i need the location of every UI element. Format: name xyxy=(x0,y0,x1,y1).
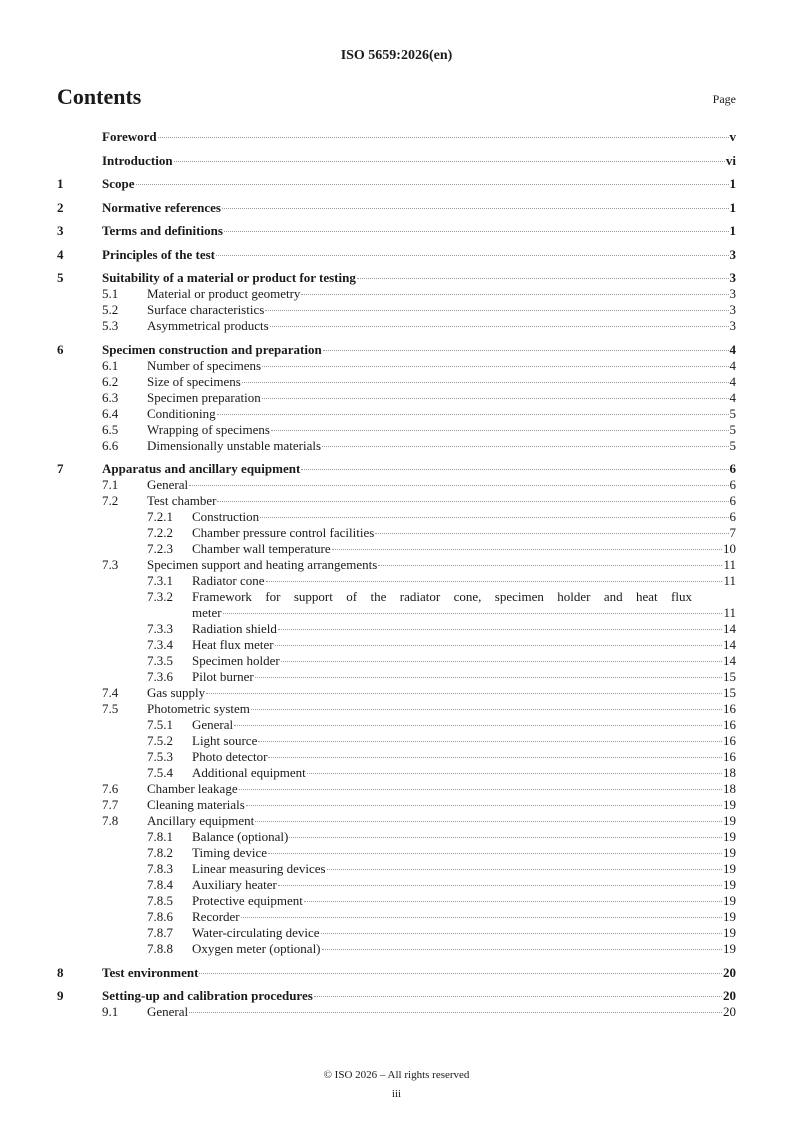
dot-leader xyxy=(271,430,729,431)
dot-leader xyxy=(222,208,729,209)
toc-entry[interactable] xyxy=(57,749,736,765)
dot-leader xyxy=(189,485,728,486)
toc-entry-title[interactable]: Size of specimens xyxy=(147,373,241,389)
dot-leader xyxy=(216,255,728,256)
toc-entry-title[interactable]: Auxiliary heater xyxy=(192,877,277,892)
toc-entry[interactable] xyxy=(57,829,736,845)
toc-entry-number: 7.5 xyxy=(102,701,119,716)
toc-entry[interactable] xyxy=(57,557,736,573)
copyright-notice: © ISO 2026 – All rights reserved xyxy=(323,1069,470,1081)
toc-entry[interactable] xyxy=(57,965,736,981)
toc-entry-title[interactable]: Additional equipment xyxy=(192,765,306,780)
toc-entry[interactable] xyxy=(57,573,736,589)
toc-entry-page[interactable]: 14 xyxy=(723,621,736,636)
toc-entry-number: 7.3 xyxy=(102,557,119,572)
dot-leader xyxy=(304,901,722,902)
toc-entry-title[interactable]: Test environment xyxy=(102,964,199,980)
dot-leader xyxy=(217,501,728,502)
toc-entry-title[interactable]: Recorder xyxy=(192,909,240,924)
toc-entry-page[interactable]: 18 xyxy=(723,765,736,780)
toc-entry-number: 7.8.4 xyxy=(147,877,173,892)
toc-entry-page[interactable]: 1 xyxy=(729,223,736,238)
dot-leader xyxy=(270,326,729,327)
dot-leader xyxy=(206,693,722,694)
toc-entry-number: 7.3.6 xyxy=(147,669,173,684)
toc-entry[interactable] xyxy=(57,247,736,263)
dot-leader xyxy=(251,709,722,710)
toc-entry-title[interactable]: General xyxy=(147,1004,189,1019)
toc-entry-number: 7.3.5 xyxy=(147,653,173,668)
toc-entry-title[interactable]: Normative references xyxy=(102,199,221,215)
toc-entry-page[interactable]: 5 xyxy=(729,421,736,437)
toc-entry[interactable] xyxy=(57,893,736,909)
toc-entry-number: 7.5.4 xyxy=(147,765,173,780)
dot-leader xyxy=(258,741,722,742)
toc-entry-page[interactable]: 4 xyxy=(729,389,736,405)
toc-entry-page[interactable]: 6 xyxy=(729,477,736,492)
toc-entry-page[interactable]: 3 xyxy=(729,302,736,317)
toc-entry[interactable] xyxy=(57,509,736,525)
toc-entry-page[interactable]: 11 xyxy=(723,557,736,572)
dot-leader xyxy=(262,366,728,367)
toc-entry-title[interactable]: Specimen support and heating arrangements xyxy=(147,557,378,572)
page-title: Contents xyxy=(57,84,142,109)
toc-entry-page[interactable]: 1 xyxy=(729,176,736,191)
toc-entry[interactable] xyxy=(57,302,736,318)
dot-leader xyxy=(322,949,722,950)
toc-entry-number: 7.8.3 xyxy=(147,861,173,876)
dot-leader xyxy=(223,613,723,614)
toc-entry[interactable] xyxy=(57,461,736,477)
dot-leader xyxy=(241,917,722,918)
dot-leader xyxy=(307,773,722,774)
dot-leader xyxy=(278,629,722,630)
toc-entry-page[interactable]: v xyxy=(729,129,736,144)
toc-entry-number: 7.8.2 xyxy=(147,845,173,860)
toc-entry-page[interactable]: 19 xyxy=(723,829,736,844)
toc-entry[interactable] xyxy=(57,621,736,637)
toc-entry-title[interactable]: Ancillary equipment xyxy=(147,813,255,828)
dot-leader xyxy=(265,310,728,311)
toc-entry-title[interactable]: Foreword xyxy=(102,129,157,144)
toc-entry-title[interactable]: meter xyxy=(192,605,222,620)
dot-leader xyxy=(217,414,729,415)
document-header: ISO 5659:2026(en) xyxy=(340,48,453,63)
toc-entry-number: 7.8.5 xyxy=(147,893,173,908)
toc-entry-page[interactable]: 6 xyxy=(729,493,736,508)
dot-leader xyxy=(357,278,729,279)
toc-entry-number: 7.2.2 xyxy=(147,525,173,540)
dot-leader xyxy=(323,350,729,351)
toc-entry-title[interactable]: Photometric system xyxy=(147,701,250,716)
dot-leader xyxy=(234,725,722,726)
toc-entry-title[interactable]: Asymmetrical products xyxy=(147,318,269,333)
toc-entry[interactable] xyxy=(57,909,736,925)
toc-entry-title[interactable]: Timing device xyxy=(192,845,267,860)
toc-entry[interactable] xyxy=(57,176,736,192)
dot-leader xyxy=(255,677,722,678)
page-number: iii xyxy=(391,1088,402,1100)
toc-entry[interactable] xyxy=(57,653,736,669)
toc-entry-number: 7.2.3 xyxy=(147,541,173,556)
toc-entry[interactable] xyxy=(57,781,736,797)
toc-entry-title[interactable]: Surface characteristics xyxy=(147,302,265,317)
toc-entry-page[interactable]: 20 xyxy=(723,988,736,1003)
toc-entry[interactable] xyxy=(57,129,736,145)
dot-leader xyxy=(332,549,722,550)
toc-entry-page[interactable]: 5 xyxy=(729,405,736,421)
toc-entry-title[interactable]: Heat flux meter xyxy=(192,637,274,652)
toc-entry-page[interactable]: 6 xyxy=(729,509,736,524)
toc-entry-page[interactable]: 4 xyxy=(729,341,736,357)
toc-entry-title[interactable]: Material or product geometry xyxy=(147,286,301,301)
toc-entry-title[interactable]: Conditioning xyxy=(147,405,216,421)
toc-entry-number: 5.1 xyxy=(102,286,119,301)
toc-entry-title[interactable]: Principles of the test xyxy=(102,246,216,262)
dot-leader xyxy=(268,757,722,758)
toc-entry-title[interactable]: Radiation shield xyxy=(192,621,277,636)
toc-entry-title[interactable]: Test chamber xyxy=(147,493,217,508)
dot-leader xyxy=(199,973,722,974)
dot-leader xyxy=(322,446,728,447)
toc-entry-number: 7.3.4 xyxy=(147,637,173,652)
toc-entry-number: 6.1 xyxy=(102,357,119,373)
dot-leader xyxy=(136,184,729,185)
toc-entry-number: 5.3 xyxy=(102,318,119,333)
toc-entry[interactable] xyxy=(57,422,736,438)
dot-leader xyxy=(255,821,722,822)
toc-entry-page[interactable]: 19 xyxy=(723,861,736,876)
dot-leader xyxy=(289,837,722,838)
toc-entry-number: 6.6 xyxy=(102,437,119,453)
toc-entry-page[interactable]: 11 xyxy=(723,573,736,588)
toc-entry-title[interactable]: Radiator cone xyxy=(192,573,265,588)
toc-entry-number: 7.3.2 xyxy=(147,589,173,604)
toc-entry-number: 5.2 xyxy=(102,302,119,317)
dot-leader xyxy=(375,533,728,534)
dot-leader xyxy=(266,581,723,582)
toc-entry-number: 6.3 xyxy=(102,389,119,405)
toc-entry-page[interactable]: 11 xyxy=(723,605,736,620)
toc-entry-number: 8 xyxy=(57,964,64,980)
toc-entry-number: 7.3.3 xyxy=(147,621,173,636)
toc-entry[interactable] xyxy=(57,390,736,406)
toc-entry-title[interactable]: Oxygen meter (optional) xyxy=(192,941,321,956)
toc-entry-page[interactable]: 14 xyxy=(723,653,736,668)
toc-entry[interactable] xyxy=(57,493,736,509)
toc-entry-page[interactable]: 19 xyxy=(723,941,736,956)
toc-entry[interactable] xyxy=(57,669,736,685)
toc-entry[interactable] xyxy=(57,406,736,422)
toc-entry-title[interactable]: Suitability of a material or product for testing xyxy=(102,270,356,285)
toc-entry-title[interactable]: Chamber leakage xyxy=(147,781,238,796)
toc-entry[interactable] xyxy=(57,941,736,957)
toc-entry-page[interactable]: 16 xyxy=(723,717,736,732)
toc-entry-title[interactable]: General xyxy=(192,717,234,732)
toc-entry-page[interactable]: 15 xyxy=(723,669,736,684)
toc-entry[interactable] xyxy=(57,153,736,169)
toc-entry-title[interactable]: Linear measuring devices xyxy=(192,861,326,876)
toc-entry[interactable] xyxy=(57,1004,736,1020)
toc-entry-number: 6 xyxy=(57,341,64,357)
toc-entry-title[interactable]: Specimen holder xyxy=(192,653,280,668)
dot-leader xyxy=(301,294,728,295)
dot-leader xyxy=(268,853,722,854)
toc-entry-line[interactable] xyxy=(57,589,736,605)
toc-entry-title[interactable]: Light source xyxy=(192,733,258,748)
toc-entry-page[interactable]: 7 xyxy=(729,525,736,540)
dot-leader xyxy=(189,1012,722,1013)
table-of-contents xyxy=(57,129,736,1020)
toc-entry[interactable] xyxy=(57,813,736,829)
toc-entry-page[interactable]: 19 xyxy=(723,893,736,908)
dot-leader xyxy=(278,885,722,886)
toc-entry-title[interactable]: Chamber pressure control facilities xyxy=(192,525,375,540)
toc-entry[interactable] xyxy=(57,925,736,941)
toc-entry-number: 9.1 xyxy=(102,1004,119,1019)
toc-entry-page[interactable]: 19 xyxy=(723,909,736,924)
toc-entry[interactable] xyxy=(57,988,736,1004)
toc-entry-title[interactable]: Pilot burner xyxy=(192,669,254,684)
toc-entry[interactable] xyxy=(57,877,736,893)
dot-leader xyxy=(224,231,729,232)
toc-entry-number: 4 xyxy=(57,246,64,262)
toc-entry-title[interactable]: Terms and definitions xyxy=(102,223,223,238)
toc-entry[interactable] xyxy=(57,477,736,493)
toc-entry[interactable] xyxy=(57,861,736,877)
toc-entry[interactable] xyxy=(57,685,736,701)
dot-leader xyxy=(239,789,722,790)
toc-entry-number: 9 xyxy=(57,988,64,1003)
toc-entry-number: 7.8.8 xyxy=(147,941,173,956)
toc-entry-number: 5 xyxy=(57,270,64,285)
page-column-label: Page xyxy=(712,92,736,106)
toc-entry-page[interactable]: 19 xyxy=(723,877,736,892)
toc-entry-title[interactable]: Protective equipment xyxy=(192,893,303,908)
toc-entry-page[interactable]: 16 xyxy=(723,733,736,748)
toc-entry-title[interactable]: Water-circulating device xyxy=(192,925,320,940)
dot-leader xyxy=(327,869,722,870)
toc-entry-page[interactable]: 20 xyxy=(723,1004,736,1019)
toc-entry-number: 7.3.1 xyxy=(147,573,173,588)
toc-entry-title[interactable]: Number of specimens xyxy=(147,357,262,373)
dot-leader xyxy=(314,996,722,997)
toc-entry-page[interactable]: 19 xyxy=(723,797,736,812)
toc-entry[interactable] xyxy=(57,358,736,374)
toc-entry[interactable] xyxy=(57,200,736,216)
toc-entry-page[interactable]: vi xyxy=(725,152,736,168)
toc-entry[interactable] xyxy=(57,438,736,454)
toc-entry-page[interactable]: 3 xyxy=(729,246,736,262)
toc-entry-number: 7.4 xyxy=(102,685,119,700)
toc-entry[interactable] xyxy=(57,733,736,749)
toc-entry-number: 7.6 xyxy=(102,781,119,796)
toc-entry[interactable] xyxy=(57,223,736,239)
toc-entry[interactable] xyxy=(57,342,736,358)
toc-entry-title[interactable]: Gas supply xyxy=(147,685,206,700)
dot-leader xyxy=(281,661,722,662)
toc-entry-number: 7.2 xyxy=(102,493,119,508)
dot-leader xyxy=(262,398,729,399)
toc-entry-number: 7.5.3 xyxy=(147,749,173,764)
toc-entry-title[interactable]: Specimen construction and preparation xyxy=(102,341,322,357)
toc-entry-page[interactable]: 19 xyxy=(723,925,736,940)
toc-entry-page[interactable]: 1 xyxy=(729,199,736,215)
toc-entry-number: 7.2.1 xyxy=(147,509,173,524)
toc-entry-number: 7.1 xyxy=(102,477,119,492)
toc-entry-number: 3 xyxy=(57,223,64,238)
toc-entry-page[interactable]: 5 xyxy=(729,437,736,453)
toc-entry[interactable] xyxy=(57,286,736,302)
toc-entry-number: 7.5.1 xyxy=(147,717,173,732)
toc-entry-page[interactable]: 16 xyxy=(723,749,736,764)
dot-leader xyxy=(174,161,725,162)
toc-entry-title[interactable]: Dimensionally unstable materials xyxy=(147,437,322,453)
toc-entry-page[interactable]: 15 xyxy=(723,685,736,700)
toc-entry[interactable] xyxy=(57,797,736,813)
toc-entry[interactable] xyxy=(57,541,736,557)
dot-leader xyxy=(260,517,728,518)
toc-entry-title[interactable]: Scope xyxy=(102,176,135,191)
toc-entry-title[interactable]: Cleaning materials xyxy=(147,797,245,812)
toc-entry-number: 1 xyxy=(57,176,64,191)
toc-entry-number: 6.5 xyxy=(102,421,119,437)
toc-entry-page[interactable]: 19 xyxy=(723,845,736,860)
toc-entry-page[interactable]: 20 xyxy=(723,964,736,980)
toc-entry-number: 7.8 xyxy=(102,813,119,828)
dot-leader xyxy=(301,469,728,470)
toc-entry-page[interactable]: 4 xyxy=(729,373,736,389)
toc-entry-number: 7.7 xyxy=(102,797,119,812)
toc-entry-page[interactable]: 16 xyxy=(723,701,736,716)
toc-entry-number: 6.4 xyxy=(102,405,119,421)
toc-entry-page[interactable]: 3 xyxy=(729,286,736,301)
toc-entry-title[interactable]: Construction xyxy=(192,509,260,524)
dot-leader xyxy=(158,137,729,138)
toc-entry[interactable] xyxy=(57,605,736,621)
toc-entry-number: 7.8.7 xyxy=(147,925,173,940)
toc-entry-number: 7.8.6 xyxy=(147,909,173,924)
toc-entry-number: 7.8.1 xyxy=(147,829,173,844)
toc-entry[interactable] xyxy=(57,318,736,334)
dot-leader xyxy=(246,805,722,806)
dot-leader xyxy=(378,565,722,566)
toc-entry-title[interactable]: General xyxy=(147,477,189,492)
toc-entry-title[interactable]: Chamber wall temperature xyxy=(192,541,331,556)
toc-entry-number: 7.5.2 xyxy=(147,733,173,748)
toc-entry[interactable] xyxy=(57,525,736,541)
toc-entry-page[interactable]: 3 xyxy=(729,318,736,333)
toc-entry-title[interactable]: Wrapping of specimens xyxy=(147,421,270,437)
toc-entry-number: 6.2 xyxy=(102,373,119,389)
toc-entry[interactable] xyxy=(57,765,736,781)
toc-entry-title[interactable]: Apparatus and ancillary equipment xyxy=(102,461,301,476)
dot-leader xyxy=(275,645,722,646)
page-footer xyxy=(0,1066,793,1104)
toc-entry-title[interactable]: Balance (optional) xyxy=(192,829,289,844)
toc-entry-page[interactable]: 6 xyxy=(729,461,736,476)
toc-entry-title[interactable]: Introduction xyxy=(102,152,173,168)
toc-entry[interactable] xyxy=(57,270,736,286)
toc-entry[interactable] xyxy=(57,717,736,733)
dot-leader xyxy=(242,382,729,383)
toc-entry-title[interactable]: Specimen preparation xyxy=(147,389,261,405)
dot-leader xyxy=(321,933,722,934)
toc-entry-number: 2 xyxy=(57,199,64,215)
toc-entry-page[interactable]: 18 xyxy=(723,781,736,796)
toc-entry-title[interactable]: Setting-up and calibration procedures xyxy=(102,988,313,1003)
toc-entry-title[interactable]: Photo detector xyxy=(192,749,268,764)
toc-entry-number: 7 xyxy=(57,461,64,476)
toc-entry[interactable] xyxy=(57,701,736,717)
toc-entry-page[interactable]: 10 xyxy=(723,541,736,556)
toc-entry-page[interactable]: 19 xyxy=(723,813,736,828)
toc-entry-page[interactable]: 4 xyxy=(729,357,736,373)
toc-entry-page[interactable]: 14 xyxy=(723,637,736,652)
toc-entry-title[interactable]: Framework for support of the radiator cone, specimen holder and heat flux xyxy=(192,589,692,604)
toc-entry[interactable] xyxy=(57,845,736,861)
toc-entry[interactable] xyxy=(57,637,736,653)
toc-entry-page[interactable]: 3 xyxy=(729,270,736,285)
toc-entry[interactable] xyxy=(57,374,736,390)
